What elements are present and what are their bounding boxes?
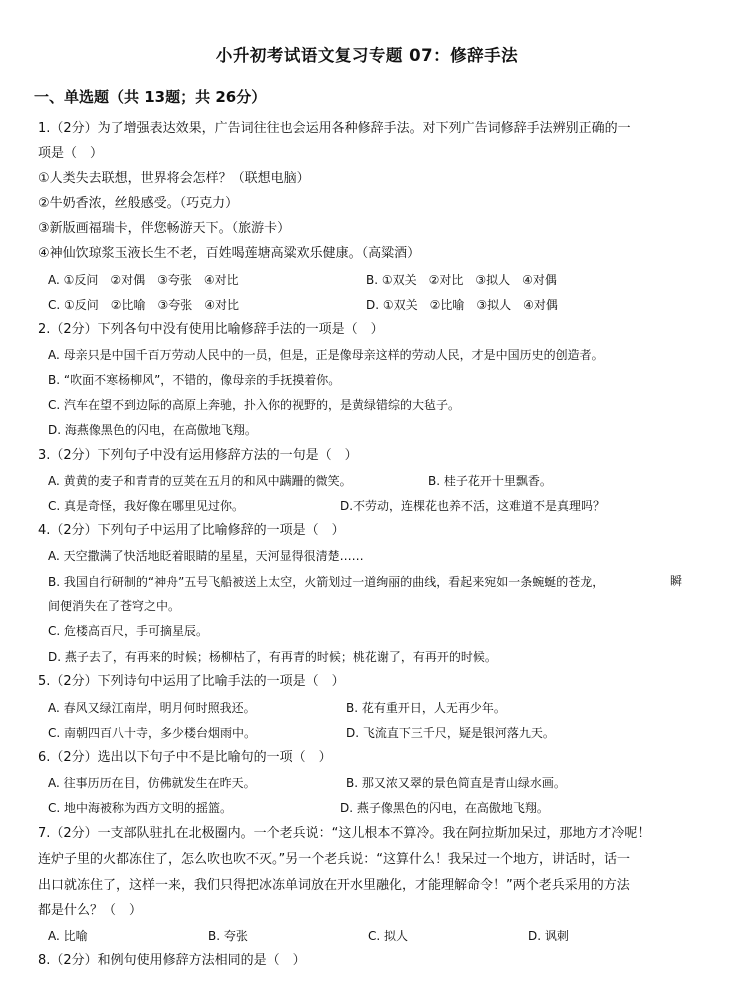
q5-option-d: D. 飞流直下三千尺，疑是银河落九天。 [346,726,555,740]
q6-option-a: A. 往事历历在目，仿佛就发生在昨天。 [48,776,256,790]
q6-stem: 6.（2分）选出以下句子中不是比喻句的一项（ ） [38,750,332,765]
q3-option-c: C. 真是奇怪，我好像在哪里见过你。 [48,499,245,513]
q7-stem-line4: 都是什么？（ ） [38,903,143,918]
q7-option-a: A. 比喻 [48,929,88,943]
q4-option-d: D. 燕子去了，有再来的时候；杨柳枯了，有再青的时候；桃花谢了，有再开的时候。 [48,650,497,664]
q2-option-b: B. “吹面不寒杨柳风”，不错的，像母亲的手抚摸着你。 [48,373,341,387]
q4-stem: 4.（2分）下列句子中运用了比喻修辞的一项是（ ） [38,523,345,538]
q1-option-b: B. ①双关 ②对比 ③拟人 ④对偶 [366,273,557,287]
q7-option-c: C. 拟人 [368,929,409,943]
q1-item-2: ②牛奶香浓，丝般感受。（巧克力） [38,196,239,211]
q4-option-b-line2: 间便消失在了苍穹之中。 [48,599,181,613]
q5-option-a: A. 春风又绿江南岸，明月何时照我还。 [48,701,256,715]
q1-stem-line2: 项是（ ） [38,146,104,161]
q5-option-c: C. 南朝四百八十寺，多少楼台烟雨中。 [48,726,257,740]
q6-option-d: D. 燕子像黑色的闪电，在高傲地飞翔。 [340,801,549,815]
q5-stem: 5.（2分）下列诗句中运用了比喻手法的一项是（ ） [38,674,345,689]
q1-item-1: ①人类失去联想，世界将会怎样？（联想电脑） [38,171,310,186]
q3-option-a: A. 黄黄的麦子和青青的豆荚在五月的和风中蹒跚的微笑。 [48,474,352,488]
q1-stem-line1: 1.（2分）为了增强表达效果，广告词往往也会运用各种修辞手法。对下列广告词修辞手法辨别正确的一 [38,121,631,136]
q7-stem-line2: 连炉子里的火都冻住了，怎么吹也吹不灭。”另一个老兵说：“这算什么！我呆过一个地方，讲话时，话一 [38,852,630,867]
q6-option-c: C. 地中海被称为西方文明的摇篮。 [48,801,233,815]
q1-option-d: D. ①双关 ②比喻 ③拟人 ④对偶 [366,298,558,312]
q1-item-4: ④神仙饮琼浆玉液长生不老，百姓喝莲塘高粱欢乐健康。（高粱酒） [38,246,421,261]
q1-item-3: ③新版画福瑞卡，伴您畅游天下。（旅游卡） [38,221,291,236]
q2-option-a: A. 母亲只是中国千百万劳动人民中的一员，但是，正是像母亲这样的劳动人民，才是中国历史的创造者。 [48,348,604,362]
q4-option-a: A. 天空撒满了快活地眨着眼睛的星星，天河显得很清楚…… [48,549,364,563]
q7-option-d: D. 讽刺 [528,929,569,943]
q3-option-d: D.不劳动，连棵花也养不活，这难道不是真理吗？ [340,499,606,513]
q2-option-d: D. 海燕像黑色的闪电，在高傲地飞翔。 [48,423,257,437]
q5-option-b: B. 花有重开日，人无再少年。 [346,701,506,715]
q3-stem: 3.（2分）下列句子中没有运用修辞方法的一句是（ ） [38,448,358,463]
q7-option-b: B. 夸张 [208,929,248,943]
q2-stem: 2.（2分）下列各句中没有使用比喻修辞手法的一项是（ ） [38,322,384,337]
q1-option-a: A. ①反问 ②对偶 ③夸张 ④对比 [48,273,239,287]
q4-option-b-line1: B. 我国自行研制的“神舟”五号飞船被送上太空，火箭划过一道绚丽的曲线，看起来宛如一条蜿蜒的苍龙， [48,575,605,589]
section-heading: 一、单选题（共 13题；共 26分） [34,88,267,106]
q4-option-c: C. 危楼高百尺，手可摘星辰。 [48,624,209,638]
q7-stem-line3: 出口就冻住了，这样一来，我们只得把冰冻单词放在开水里融化，才能理解命令！”两个老兵采用的方法 [38,878,630,893]
q1-option-c: C. ①反问 ②比喻 ③夸张 ④对比 [48,298,240,312]
q7-stem-line1: 7.（2分）一支部队驻扎在北极圈内。一个老兵说：“这儿根本不算冷。我在阿拉斯加呆过，那地方才冷呢！ [38,826,651,841]
q3-option-b: B. 桂子花开十里飘香。 [428,474,552,488]
q2-option-c: C. 汽车在望不到边际的高原上奔驰，扑入你的视野的，是黄绿错综的大毡子。 [48,398,461,412]
page-title: 小升初考试语文复习专题 07：修辞手法 [215,46,519,65]
q8-stem: 8.（2分）和例句使用修辞方法相同的是（ ） [38,953,306,968]
q6-option-b: B. 那又浓又翠的景色简直是青山绿水画。 [346,776,566,790]
q4-option-b-tail: 瞬 [670,574,683,588]
